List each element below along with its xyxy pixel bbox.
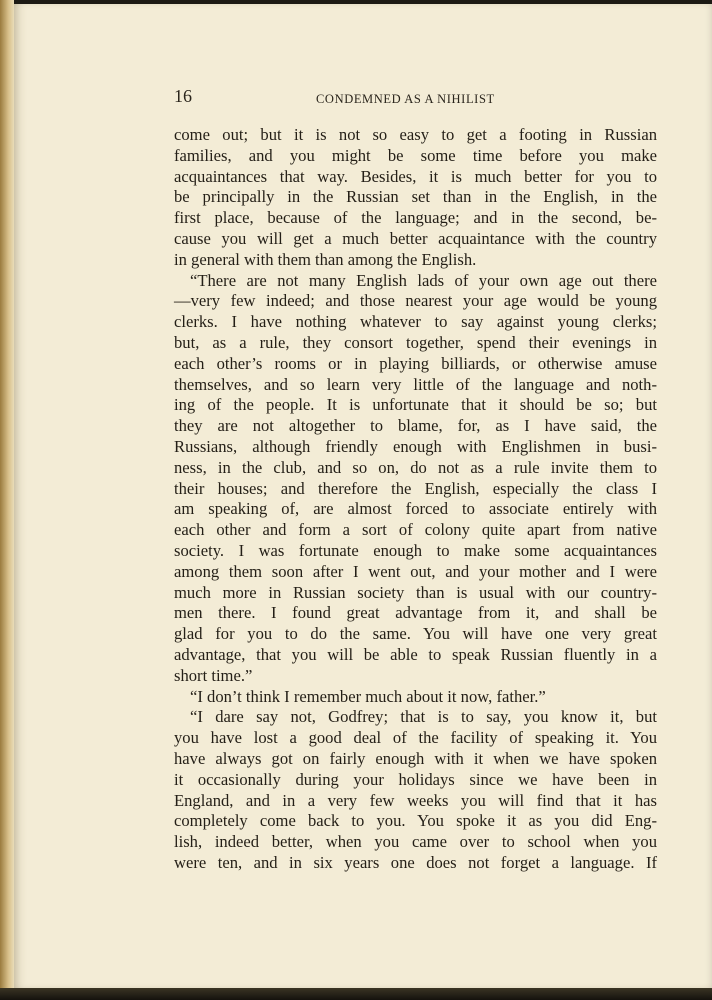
text-line: ing of the people. It is unfortunate that it should be so; but — [174, 395, 657, 415]
text-line: “There are not many English lads of your own age out there — [190, 270, 657, 290]
text-line: much more in Russian society than is usual with our country- — [174, 582, 657, 602]
text-line: am speaking of, are almost forced to associate entirely with — [174, 499, 657, 519]
text-line: lish, indeed better, when you came over to school when you — [174, 832, 657, 852]
text-line: you have lost a good deal of the facility of speaking it. You — [174, 728, 657, 748]
text-line: cause you will get a much better acquaintance with the country — [174, 228, 657, 248]
text-line: clerks. I have nothing whatever to say against young clerks; — [174, 312, 657, 332]
text-line: short time.” — [174, 665, 253, 685]
book-spine-edge — [0, 0, 14, 1000]
text-line: completely come back to you. You spoke it as you did Eng- — [174, 811, 657, 831]
text-line: “I dare say not, Godfrey; that is to say, you know it, but — [190, 707, 657, 727]
text-line: but, as a rule, they consort together, spend their evenings in — [174, 332, 657, 352]
text-line: each other’s rooms or in playing billiards, or otherwise amuse — [174, 353, 657, 373]
text-line: in general with them than among the English. — [174, 249, 477, 269]
text-line: Russians, although friendly enough with Englishmen in busi- — [174, 436, 657, 456]
text-line: acquaintances that way. Besides, it is much better for you to — [174, 166, 657, 186]
text-line: be principally in the Russian set than in the English, in the — [174, 187, 657, 207]
text-line: come out; but it is not so easy to get a footing in Russian — [174, 125, 657, 144]
text-line: men there. I found great advantage from it, and shall be — [174, 603, 657, 623]
page-bottom-edge — [0, 988, 712, 1000]
text-line: —very few indeed; and those nearest your age would be young — [174, 291, 657, 311]
text-line: families, and you might be some time before you make — [174, 145, 657, 165]
text-line: it occasionally during your holidays since we have been in — [174, 769, 657, 789]
text-line: ness, in the club, and so on, do not as a rule invite them to — [174, 457, 657, 477]
text-line: among them soon after I went out, and your mother and I were — [174, 561, 657, 581]
text-line: first place, because of the language; and in the second, be- — [174, 208, 657, 228]
text-line: England, and in a very few weeks you will find that it has — [174, 790, 657, 810]
page-number: 16 — [174, 86, 192, 106]
text-line: were ten, and in six years one does not forget a language. If — [174, 852, 657, 872]
text-line: they are not altogether to blame, for, as I have said, the — [174, 416, 657, 436]
text-line: advantage, that you will be able to speak Russian fluently in a — [174, 644, 657, 664]
text-line: themselves, and so learn very little of the language and noth- — [174, 374, 657, 394]
body-text — [174, 125, 657, 874]
text-line: “I don’t think I remember much about it now, father.” — [190, 686, 546, 706]
running-head: CONDEMNED AS A NIHILIST — [316, 92, 495, 106]
text-line: society. I was fortunate enough to make some acquaintances — [174, 540, 657, 560]
text-line: their houses; and therefore the English, especially the class I — [174, 478, 657, 498]
text-line: each other and form a sort of colony quite apart from native — [174, 520, 657, 540]
text-line: have always got on fairly enough with it when we have spoken — [174, 748, 657, 768]
text-line: glad for you to do the same. You will have one very great — [174, 624, 657, 644]
